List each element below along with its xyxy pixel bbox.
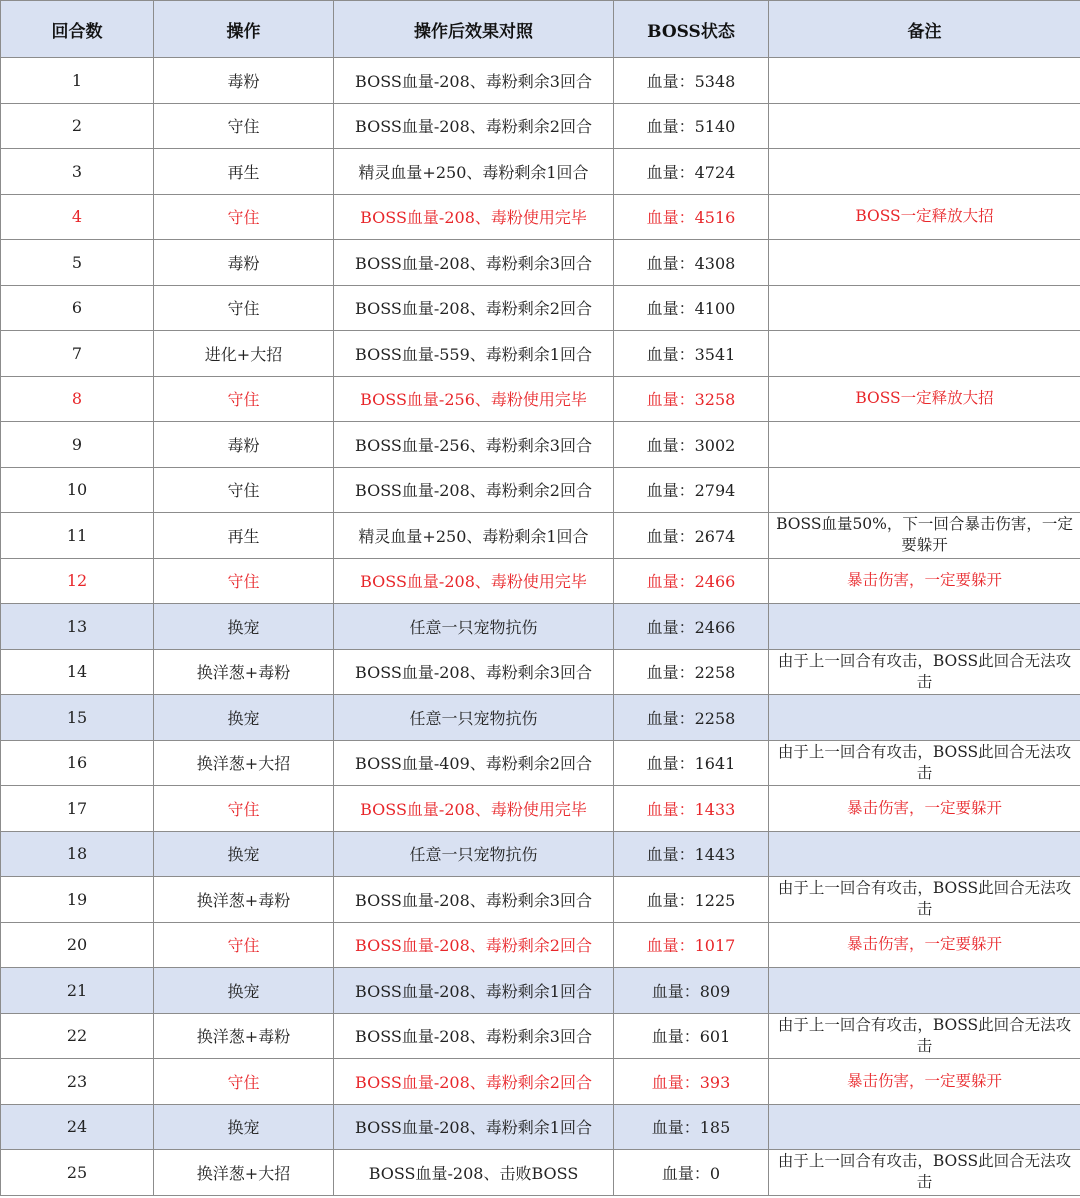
- cell-action: 换宠: [154, 604, 334, 650]
- cell-boss-status: 血量：2258: [614, 695, 769, 741]
- cell-effect: BOSS血量-409、毒粉剩余2回合: [334, 740, 614, 786]
- cell-note: [769, 968, 1080, 1014]
- cell-action: 守住: [154, 922, 334, 968]
- cell-action: 守住: [154, 467, 334, 513]
- cell-effect: BOSS血量-208、毒粉剩余2回合: [334, 103, 614, 149]
- cell-effect: BOSS血量-208、毒粉剩余3回合: [334, 58, 614, 104]
- cell-boss-status: 血量：809: [614, 968, 769, 1014]
- cell-boss-status: 血量：1443: [614, 831, 769, 877]
- table-row: [1, 1013, 1080, 1059]
- cell-effect: 任意一只宠物抗伤: [334, 695, 614, 741]
- cell-round: 8: [1, 376, 154, 422]
- table-row: [1, 922, 1080, 968]
- cell-boss-status: 血量：4724: [614, 149, 769, 195]
- cell-effect: BOSS血量-208、毒粉剩余3回合: [334, 649, 614, 695]
- header-row: [1, 1, 1080, 58]
- cell-effect: BOSS血量-208、毒粉剩余3回合: [334, 240, 614, 286]
- cell-boss-status: 血量：2466: [614, 558, 769, 604]
- cell-action: 换宠: [154, 831, 334, 877]
- cell-boss-status: 血量：5140: [614, 103, 769, 149]
- cell-action: 守住: [154, 376, 334, 422]
- table-row: [1, 467, 1080, 513]
- table-row: [1, 285, 1080, 331]
- cell-round: 19: [1, 877, 154, 923]
- cell-effect: BOSS血量-208、毒粉剩余2回合: [334, 285, 614, 331]
- cell-effect: 精灵血量+250、毒粉剩余1回合: [334, 149, 614, 195]
- table-row: [1, 194, 1080, 240]
- cell-effect: BOSS血量-208、毒粉剩余1回合: [334, 968, 614, 1014]
- table-row: [1, 376, 1080, 422]
- cell-boss-status: 血量：1433: [614, 786, 769, 832]
- cell-round: 3: [1, 149, 154, 195]
- cell-round: 24: [1, 1104, 154, 1150]
- cell-note: 暴击伤害，一定要躲开: [769, 786, 1080, 832]
- cell-boss-status: 血量：2674: [614, 513, 769, 559]
- cell-note: [769, 149, 1080, 195]
- cell-note: [769, 103, 1080, 149]
- table-row: [1, 968, 1080, 1014]
- cell-action: 毒粉: [154, 422, 334, 468]
- cell-effect: 任意一只宠物抗伤: [334, 604, 614, 650]
- cell-boss-status: 血量：1225: [614, 877, 769, 923]
- cell-note: 暴击伤害，一定要躲开: [769, 558, 1080, 604]
- cell-round: 5: [1, 240, 154, 286]
- cell-round: 11: [1, 513, 154, 559]
- header-effect: 操作后效果对照: [334, 1, 614, 58]
- cell-effect: BOSS血量-208、毒粉使用完毕: [334, 194, 614, 240]
- cell-action: 换洋葱+大招: [154, 1150, 334, 1196]
- table-body: [1, 58, 1080, 1196]
- cell-note: 由于上一回合有攻击，BOSS此回合无法攻击: [769, 1150, 1080, 1196]
- cell-note: [769, 240, 1080, 286]
- cell-round: 18: [1, 831, 154, 877]
- header-note: 备注: [769, 1, 1080, 58]
- table-row: [1, 103, 1080, 149]
- cell-round: 22: [1, 1013, 154, 1059]
- cell-action: 进化+大招: [154, 331, 334, 377]
- table-row: [1, 649, 1080, 695]
- cell-round: 14: [1, 649, 154, 695]
- table-row: [1, 604, 1080, 650]
- cell-boss-status: 血量：1017: [614, 922, 769, 968]
- cell-boss-status: 血量：5348: [614, 58, 769, 104]
- cell-round: 10: [1, 467, 154, 513]
- header-action: 操作: [154, 1, 334, 58]
- cell-effect: BOSS血量-256、毒粉使用完毕: [334, 376, 614, 422]
- cell-round: 4: [1, 194, 154, 240]
- cell-round: 2: [1, 103, 154, 149]
- cell-note: [769, 604, 1080, 650]
- cell-effect: BOSS血量-256、毒粉剩余3回合: [334, 422, 614, 468]
- cell-note: 由于上一回合有攻击，BOSS此回合无法攻击: [769, 877, 1080, 923]
- cell-effect: BOSS血量-208、毒粉使用完毕: [334, 786, 614, 832]
- table-row: [1, 422, 1080, 468]
- cell-action: 守住: [154, 558, 334, 604]
- cell-boss-status: 血量：2466: [614, 604, 769, 650]
- cell-note: [769, 831, 1080, 877]
- cell-effect: BOSS血量-208、毒粉剩余1回合: [334, 1104, 614, 1150]
- cell-effect: BOSS血量-208、毒粉使用完毕: [334, 558, 614, 604]
- cell-round: 23: [1, 1059, 154, 1105]
- table-row: [1, 513, 1080, 559]
- cell-boss-status: 血量：3002: [614, 422, 769, 468]
- cell-boss-status: 血量：4308: [614, 240, 769, 286]
- cell-round: 9: [1, 422, 154, 468]
- cell-action: 毒粉: [154, 240, 334, 286]
- table-row: [1, 1059, 1080, 1105]
- header-round: 回合数: [1, 1, 154, 58]
- cell-effect: BOSS血量-208、毒粉剩余3回合: [334, 877, 614, 923]
- cell-action: 换洋葱+毒粉: [154, 877, 334, 923]
- cell-note: BOSS血量50%，下一回合暴击伤害，一定要躲开: [769, 513, 1080, 559]
- cell-round: 21: [1, 968, 154, 1014]
- cell-boss-status: 血量：185: [614, 1104, 769, 1150]
- cell-note: 暴击伤害，一定要躲开: [769, 922, 1080, 968]
- cell-boss-status: 血量：3541: [614, 331, 769, 377]
- cell-note: [769, 695, 1080, 741]
- cell-action: 守住: [154, 194, 334, 240]
- cell-note: [769, 285, 1080, 331]
- table-row: [1, 240, 1080, 286]
- cell-action: 守住: [154, 285, 334, 331]
- cell-note: BOSS一定释放大招: [769, 194, 1080, 240]
- cell-effect: BOSS血量-559、毒粉剩余1回合: [334, 331, 614, 377]
- cell-action: 再生: [154, 513, 334, 559]
- cell-boss-status: 血量：393: [614, 1059, 769, 1105]
- cell-action: 再生: [154, 149, 334, 195]
- cell-note: [769, 331, 1080, 377]
- cell-round: 6: [1, 285, 154, 331]
- table-row: [1, 877, 1080, 923]
- table-row: [1, 831, 1080, 877]
- cell-round: 13: [1, 604, 154, 650]
- cell-effect: BOSS血量-208、毒粉剩余2回合: [334, 922, 614, 968]
- table-row: [1, 1104, 1080, 1150]
- cell-round: 7: [1, 331, 154, 377]
- cell-note: 由于上一回合有攻击，BOSS此回合无法攻击: [769, 740, 1080, 786]
- table-row: [1, 149, 1080, 195]
- cell-round: 20: [1, 922, 154, 968]
- cell-action: 换宠: [154, 695, 334, 741]
- table-row: [1, 558, 1080, 604]
- cell-action: 守住: [154, 1059, 334, 1105]
- table-row: [1, 786, 1080, 832]
- cell-note: [769, 422, 1080, 468]
- cell-action: 换洋葱+大招: [154, 740, 334, 786]
- cell-note: [769, 467, 1080, 513]
- cell-boss-status: 血量：4516: [614, 194, 769, 240]
- cell-effect: 任意一只宠物抗伤: [334, 831, 614, 877]
- cell-boss-status: 血量：601: [614, 1013, 769, 1059]
- cell-boss-status: 血量：4100: [614, 285, 769, 331]
- cell-effect: BOSS血量-208、毒粉剩余3回合: [334, 1013, 614, 1059]
- cell-note: [769, 58, 1080, 104]
- table-row: [1, 1150, 1080, 1196]
- cell-note: BOSS一定释放大招: [769, 376, 1080, 422]
- cell-round: 15: [1, 695, 154, 741]
- cell-action: 换洋葱+毒粉: [154, 649, 334, 695]
- cell-action: 毒粉: [154, 58, 334, 104]
- cell-effect: BOSS血量-208、毒粉剩余2回合: [334, 467, 614, 513]
- cell-round: 16: [1, 740, 154, 786]
- cell-effect: BOSS血量-208、击败BOSS: [334, 1150, 614, 1196]
- table-row: [1, 695, 1080, 741]
- cell-effect: 精灵血量+250、毒粉剩余1回合: [334, 513, 614, 559]
- cell-round: 1: [1, 58, 154, 104]
- cell-action: 换宠: [154, 968, 334, 1014]
- cell-boss-status: 血量：3258: [614, 376, 769, 422]
- cell-action: 守住: [154, 786, 334, 832]
- cell-action: 换洋葱+毒粉: [154, 1013, 334, 1059]
- header-boss-status: BOSS状态: [614, 1, 769, 58]
- cell-action: 守住: [154, 103, 334, 149]
- cell-round: 25: [1, 1150, 154, 1196]
- table-row: [1, 331, 1080, 377]
- cell-note: 由于上一回合有攻击，BOSS此回合无法攻击: [769, 649, 1080, 695]
- table-row: [1, 58, 1080, 104]
- cell-boss-status: 血量：0: [614, 1150, 769, 1196]
- cell-round: 17: [1, 786, 154, 832]
- cell-boss-status: 血量：2794: [614, 467, 769, 513]
- table-row: [1, 740, 1080, 786]
- cell-note: [769, 1104, 1080, 1150]
- cell-boss-status: 血量：2258: [614, 649, 769, 695]
- cell-round: 12: [1, 558, 154, 604]
- cell-effect: BOSS血量-208、毒粉剩余2回合: [334, 1059, 614, 1105]
- cell-action: 换宠: [154, 1104, 334, 1150]
- cell-note: 由于上一回合有攻击，BOSS此回合无法攻击: [769, 1013, 1080, 1059]
- cell-boss-status: 血量：1641: [614, 740, 769, 786]
- cell-note: 暴击伤害，一定要躲开: [769, 1059, 1080, 1105]
